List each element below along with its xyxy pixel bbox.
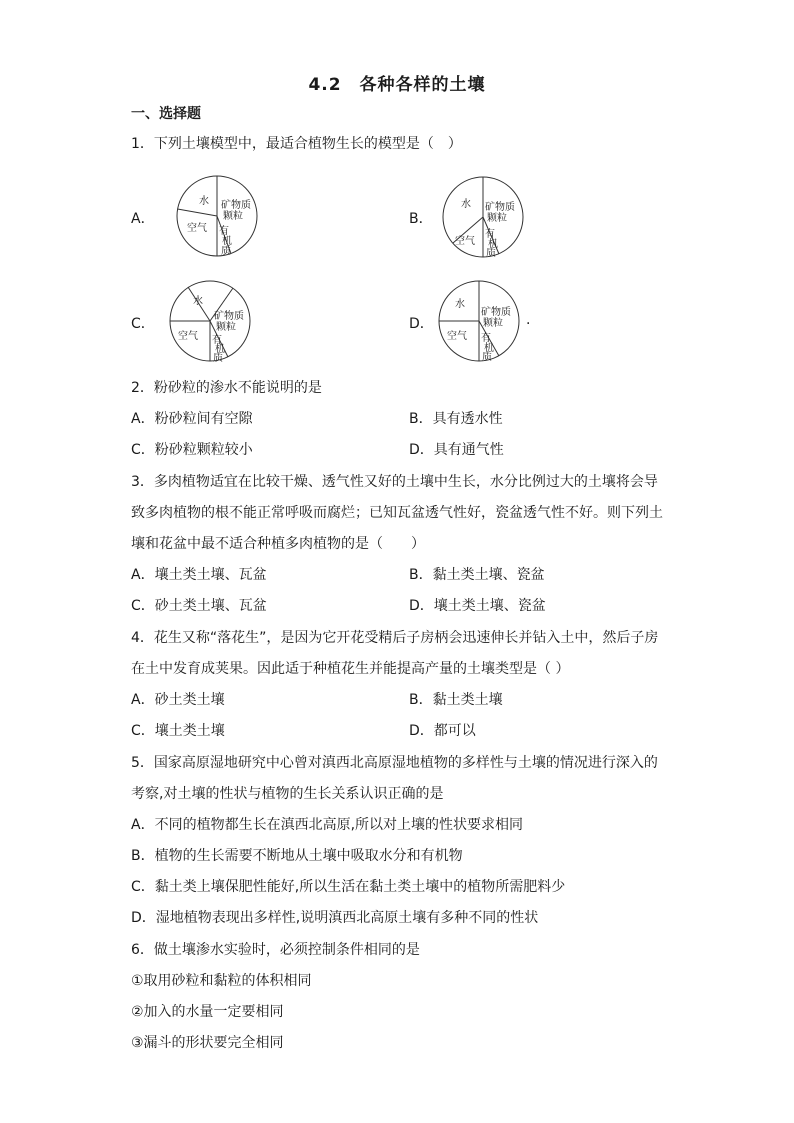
q3-option-d: D．壤土类土壤、瓷盆 [409, 598, 546, 614]
pie-b-water-label: 水 [461, 199, 471, 210]
q4-option-a: A．砂土类土壤 [131, 692, 225, 708]
question-5-stem-line-2: 考察,对土壤的性状与植物的生长关系认识正确的是 [131, 786, 444, 802]
q1-option-a-label: A． [131, 211, 155, 227]
soil-model-pie-d [437, 279, 521, 363]
q5-option-d: D．湿地植物表现出多样性,说明滇西北高原土壤有多种不同的性状 [131, 910, 539, 926]
q2-option-d: D．具有通气性 [409, 442, 504, 458]
q1-option-c-label: C． [131, 316, 155, 332]
question-3-stem-line-2: 致多肉植物的根不能正常呼吸而腐烂；已知瓦盆透气性好，瓷盆透气性不好。则下列土 [131, 505, 663, 521]
page-title: 4.2 各种各样的土壤 [308, 75, 486, 95]
pie-b-mineral-label-1: 矿物质 [485, 202, 515, 213]
section-heading: 一、选择题 [131, 106, 201, 122]
q5-option-a: A．不同的植物都生长在滇西北高原,所以对上壤的性状要求相同 [131, 817, 524, 833]
q5-option-c: C．黏土类上壤保肥性能好,所以生活在黏土类土壤中的植物所需肥料少 [131, 879, 566, 895]
q3-option-a: A．壤土类土壤、瓦盆 [131, 567, 267, 583]
q1-option-b-label: B． [409, 211, 433, 227]
pie-b-organic-label-2: 机 [488, 239, 498, 250]
question-3-stem-line-1: 3．多肉植物适宜在比较干燥、透气性又好的土壤中生长，水分比例过大的土壤将会导 [131, 474, 658, 490]
pie-d-organic-label-2: 机 [484, 343, 494, 354]
pie-c-organic-label-2: 机 [215, 344, 225, 355]
q2-option-a: A．粉砂粒间有空隙 [131, 411, 253, 427]
q4-option-c: C．壤土类土壤 [131, 723, 225, 739]
q3-option-c: C．砂土类土壤、瓦盆 [131, 598, 267, 614]
q6-item-3: ③漏斗的形状要完全相同 [131, 1035, 284, 1051]
q4-option-d: D．都可以 [409, 723, 476, 739]
pie-c-mineral-label-1: 矿物质 [214, 311, 244, 322]
question-3-stem-line-3: 壤和花盆中最不适合种植多肉植物的是（ ） [131, 536, 425, 552]
pie-c-air-label: 空气 [178, 331, 198, 342]
pie-d-organic-label-1: 有 [481, 333, 491, 344]
pie-d-mineral-label-2: 颗粒 [483, 318, 503, 329]
pie-a-organic-label-2: 机 [222, 236, 232, 247]
question-5-stem-line-1: 5．国家高原湿地研究中心曾对滇西北高原湿地植物的多样性与土壤的情况进行深入的 [131, 755, 658, 771]
pie-c-mineral-label-2: 颗粒 [216, 322, 236, 333]
pie-c-water-label: 水 [193, 296, 203, 307]
pie-b-mineral-label-2: 颗粒 [487, 213, 507, 224]
question-4-stem-line-1: 4．花生又称“落花生”，是因为它开花受精后子房柄会迅速伸长并钻入土中，然后子房 [131, 630, 659, 646]
pie-a-mineral-label-2: 颗粒 [223, 211, 243, 222]
q1-trailing-mark: . [526, 312, 531, 328]
pie-d-water-label: 水 [455, 299, 465, 310]
pie-a-mineral-label-1: 矿物质 [221, 200, 251, 211]
q3-option-b: B．黏土类土壤、瓷盆 [409, 567, 545, 583]
q6-item-2: ②加入的水量一定要相同 [131, 1004, 284, 1020]
q1-option-d-label: D． [409, 316, 434, 332]
pie-d-air-label: 空气 [447, 331, 467, 342]
q2-option-c: C．粉砂粒颗粒较小 [131, 442, 253, 458]
soil-model-pie-b [441, 175, 525, 259]
pie-b-organic-label-1: 有 [485, 229, 495, 240]
q4-option-b: B．黏土类土壤 [409, 692, 503, 708]
q5-option-b: B．植物的生长需要不断地从土壤中吸取水分和有机物 [131, 848, 463, 864]
pie-a-organic-label-3: 质 [221, 246, 231, 257]
pie-c-organic-label-3: 质 [213, 353, 223, 364]
question-6-stem: 6．做土壤渗水实验时，必须控制条件相同的是 [131, 942, 420, 958]
soil-model-pie-a [175, 174, 259, 258]
question-2-stem: 2．粉砂粒的渗水不能说明的是 [131, 380, 322, 396]
q6-item-1: ①取用砂粒和黏粒的体积相同 [131, 973, 312, 989]
pie-a-organic-label-1: 有 [219, 226, 229, 237]
pie-c-organic-label-1: 有 [212, 335, 222, 346]
pie-a-air-label: 空气 [187, 223, 207, 234]
pie-b-organic-label-3: 质 [486, 248, 496, 259]
pie-d-organic-label-3: 质 [482, 352, 492, 363]
pie-b-air-label: 空气 [455, 236, 475, 247]
q2-option-b: B．具有透水性 [409, 411, 503, 427]
soil-model-pie-c [168, 279, 252, 363]
question-4-stem-line-2: 在土中发育成荚果。因此适于种植花生并能提高产量的土壤类型是（ ） [131, 661, 570, 677]
pie-d-mineral-label-1: 矿物质 [481, 307, 511, 318]
question-1-stem: 1．下列土壤模型中，最适合植物生长的模型是（ ） [131, 136, 462, 152]
pie-a-water-label: 水 [199, 196, 209, 207]
